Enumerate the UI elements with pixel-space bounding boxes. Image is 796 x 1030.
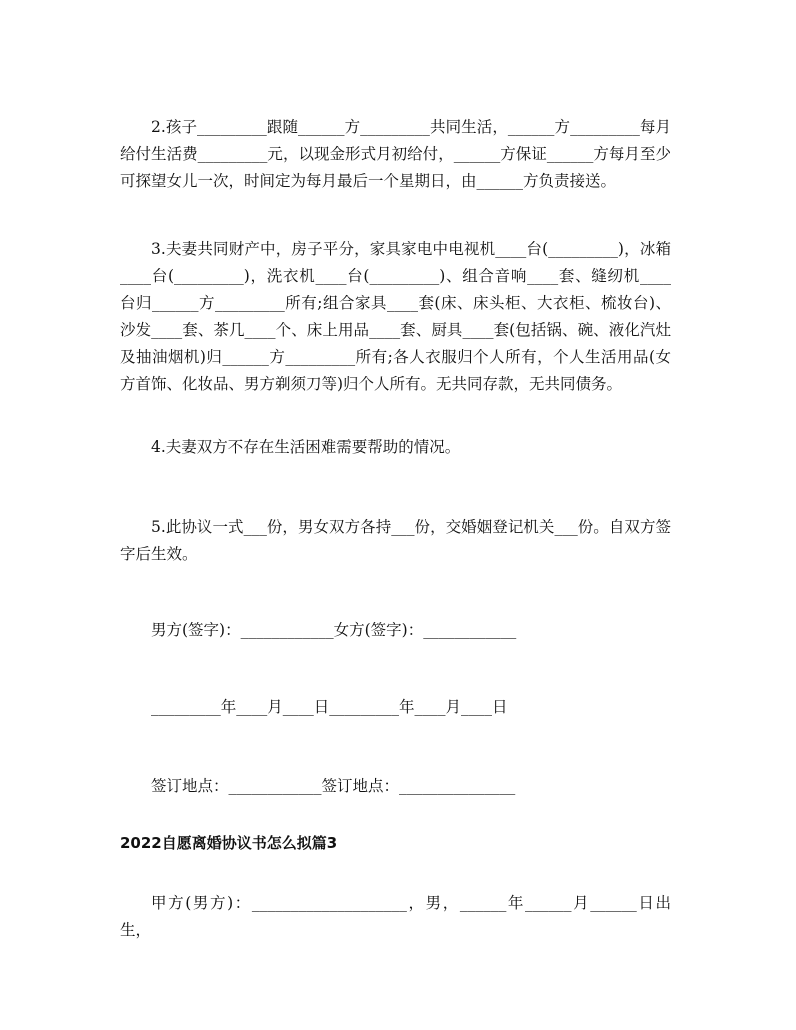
clause-4-hardship: 4.夫妻双方不存在生活困难需要帮助的情况。: [151, 438, 461, 456]
party-a-line: 甲方(男方)：____________________，男，______年______月______日出生，: [120, 894, 671, 939]
clause-3-property: 3.夫妻共同财产中，房子平分，家具家电中电视机____台(_________)，冰箱____台(_________)，洗衣机____台(_________)、组合音响____套、缝纫机____台归______方_________所有;组合家具____套(床、床头柜、大衣柜、梳妆台)、沙发____套、茶几____个、床上用品____套、厨具____套(包括锅、碗、液化汽灶及抽油烟机)归______方_________所有;各人衣服归个人所有，个人生活用品(女方首饰、化妆品、男方剃须刀等)归个人所有。无共同存款，无共同债务。: [120, 240, 671, 393]
clause-2-custody: 2.孩子_________跟随______方_________共同生活，______方_________每月给付生活费_________元，以现金形式月初给付，______方保证______方每月至少可探望女儿一次，时间定为每月最后一个星期日，由______方负责接送。: [120, 118, 671, 190]
section-title: 2022自愿离婚协议书怎么拟篇3: [120, 834, 338, 852]
signature-names-line: 男方(签字)：____________女方(签字)：____________: [151, 621, 517, 639]
signature-dates-line: _________年____月____日_________年____月____日: [151, 698, 508, 716]
clause-5-copies: 5.此协议一式___份，男女双方各持___份，交婚姻登记机关___份。自双方签字后生效。: [120, 518, 671, 563]
signature-places-line: 签订地点：____________签订地点：_______________: [151, 777, 516, 795]
